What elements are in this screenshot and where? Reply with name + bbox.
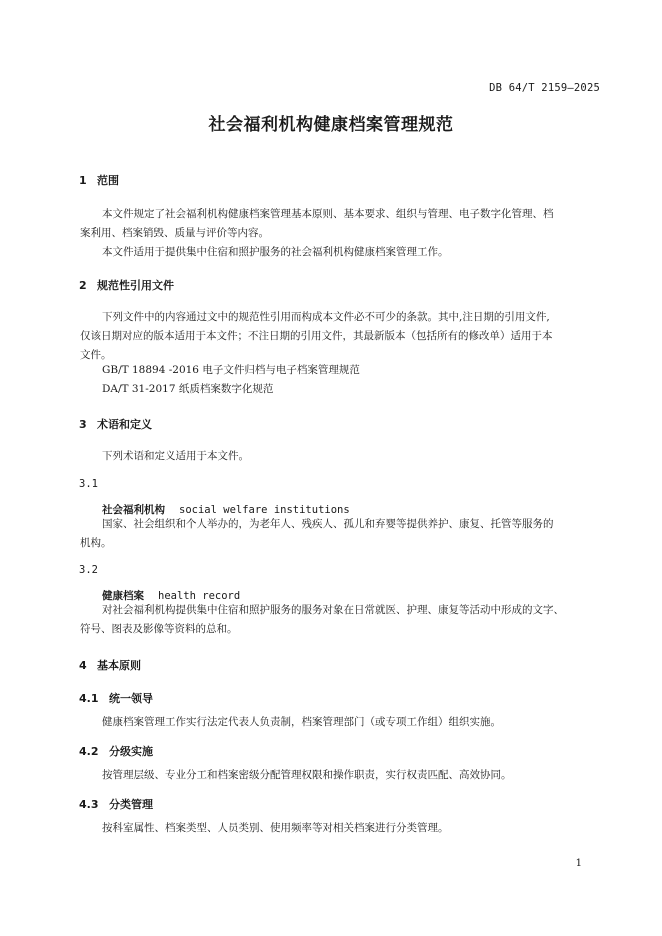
section-2-heading bbox=[79, 277, 174, 293]
text-line: 按科室属性、档案类型、人员类别、使用频率等对相关档案进行分类管理。 bbox=[102, 822, 449, 834]
section-number: 3 bbox=[79, 418, 87, 431]
text-line: 按管理层级、专业分工和档案密级分配管理权限和操作职责，实行权责匹配、高效协同。 bbox=[102, 769, 512, 781]
text-line: 仅该日期对应的版本适用于本文件；不注日期的引用文件，其最新版本（包括所有的修改单）适用于本 bbox=[80, 330, 553, 342]
subsection-4-3-heading bbox=[79, 796, 153, 812]
subsection-4-3-text bbox=[80, 819, 600, 838]
section-number: 2 bbox=[79, 279, 87, 292]
text-line: 本文件适用于提供集中住宿和照护服务的社会福利机构健康档案管理工作。 bbox=[102, 246, 449, 258]
document-title: 社会福利机构健康档案管理规范 bbox=[208, 115, 454, 135]
subsection-title: 分级实施 bbox=[109, 745, 153, 758]
term-number: 3.1 bbox=[79, 478, 98, 490]
subsection-title: 分类管理 bbox=[109, 798, 153, 811]
text-line: 本文件规定了社会福利机构健康档案管理基本原则、基本要求、组织与管理、电子数字化管理、档 bbox=[102, 208, 554, 220]
standard-number: DB 64/T 2159—2025 bbox=[489, 82, 600, 94]
term-chinese: 社会福利机构 bbox=[102, 504, 165, 516]
text-line: 健康档案管理工作实行法定代表人负责制，档案管理部门（或专项工作组）组织实施。 bbox=[102, 716, 501, 728]
subsection-4-2-text bbox=[80, 766, 600, 785]
section-4-heading bbox=[79, 657, 141, 673]
subsection-number: 4.2 bbox=[79, 745, 99, 758]
section-title: 规范性引用文件 bbox=[97, 279, 174, 292]
term-number: 3.2 bbox=[79, 564, 98, 576]
subsection-4-1-text bbox=[80, 713, 600, 732]
scope-paragraph-1 bbox=[80, 205, 600, 243]
term-definition bbox=[80, 515, 600, 553]
section-title: 术语和定义 bbox=[97, 418, 152, 431]
text-line: 案利用、档案销毁、质量与评价等内容。 bbox=[80, 227, 269, 239]
section-3-heading bbox=[79, 416, 152, 432]
subsection-number: 4.1 bbox=[79, 692, 99, 705]
text-line: 文件。 bbox=[80, 349, 112, 361]
section-title: 范围 bbox=[97, 174, 119, 187]
section-number: 1 bbox=[79, 174, 87, 187]
section-title: 基本原则 bbox=[97, 659, 141, 672]
subsection-4-2-heading bbox=[79, 743, 153, 759]
reference-item: DA/T 31-2017 纸质档案数字化规范 bbox=[102, 383, 274, 395]
text-line: 机构。 bbox=[80, 537, 112, 549]
text-line: 下列术语和定义适用于本文件。 bbox=[102, 450, 249, 462]
subsection-4-1-heading bbox=[79, 690, 153, 706]
term-definition bbox=[80, 601, 600, 639]
normative-references-paragraph bbox=[80, 308, 600, 365]
reference-item: GB/T 18894 -2016 电子文件归档与电子档案管理规范 bbox=[102, 364, 360, 376]
page-number: 1 bbox=[575, 858, 582, 869]
term-chinese: 健康档案 bbox=[102, 590, 144, 602]
text-line: 对社会福利机构提供集中住宿和照护服务的服务对象在日常就医、护理、康复等活动中形成的文字、 bbox=[102, 604, 564, 616]
text-line: 国家、社会组织和个人举办的，为老年人、残疾人、孤儿和弃婴等提供养护、康复、托管等服务的 bbox=[102, 518, 554, 530]
term-english: health record bbox=[158, 590, 241, 602]
text-line: 符号、图表及影像等资料的总和。 bbox=[80, 623, 238, 635]
scope-paragraph-2 bbox=[80, 243, 600, 262]
subsection-title: 统一领导 bbox=[109, 692, 153, 705]
text-line: 下列文件中的内容通过文中的规范性引用而构成本文件必不可少的条款。其中,注日期的引用文件, bbox=[102, 311, 550, 323]
terms-intro bbox=[80, 447, 600, 466]
section-number: 4 bbox=[79, 659, 87, 672]
section-1-heading bbox=[79, 172, 119, 188]
term-english: social welfare institutions bbox=[179, 504, 350, 516]
subsection-number: 4.3 bbox=[79, 798, 99, 811]
